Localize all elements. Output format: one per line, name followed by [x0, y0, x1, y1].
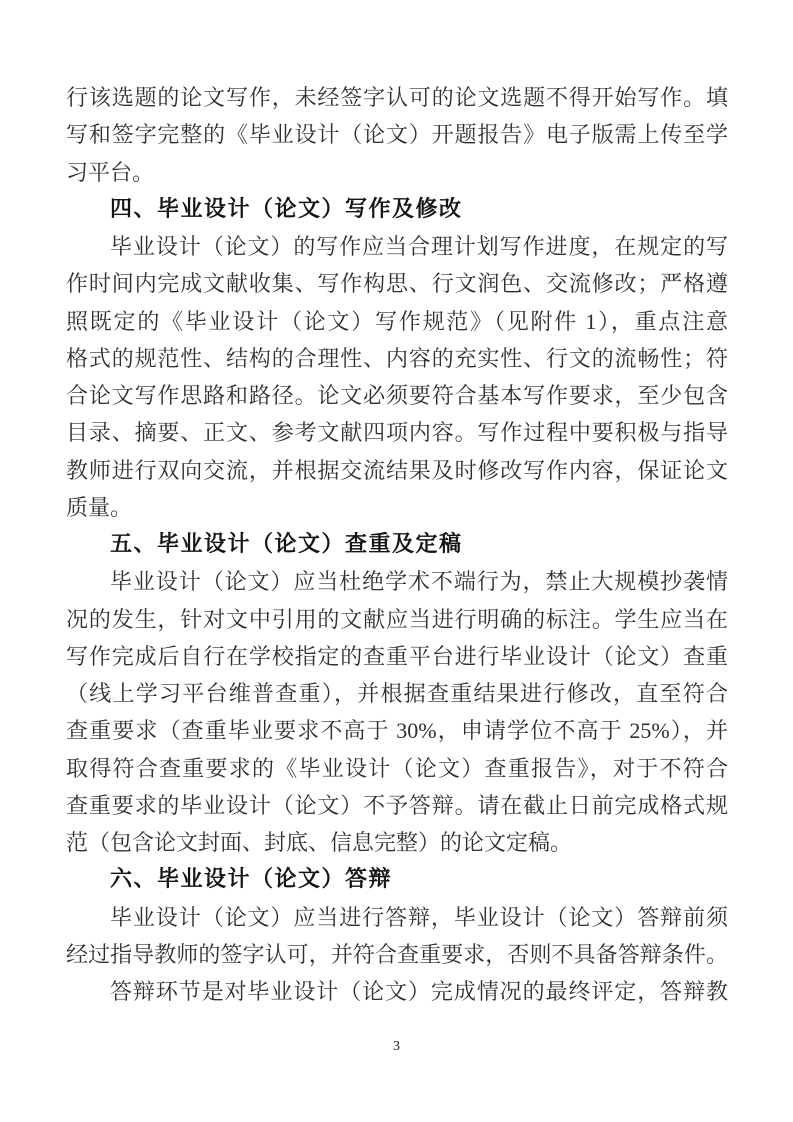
text-line: 范（包含论文封面、封底、信息完整）的论文定稿。 [66, 830, 573, 855]
text-line: 毕业设计（论文）应当进行答辩，毕业设计（论文）答辩前须 [110, 904, 728, 930]
text-line: 答辩环节是对毕业设计（论文）完成情况的最终评定，答辩教 [110, 979, 728, 1004]
text-line: 合论文写作思路和路径。论文必须要符合基本写作要求，至少包含 [66, 383, 728, 408]
text-line: 行该选题的论文写作，未经签字认可的论文选题不得开始写作。填 [66, 85, 728, 110]
text-line: 质量。 [66, 494, 133, 520]
section-heading-writing-revision: 四、毕业设计（论文）写作及修改 [110, 196, 463, 222]
text-line: 目录、摘要、正文、参考文献四项内容。写作过程中要积极与指导 [66, 420, 728, 446]
text-line: 毕业设计（论文）的写作应当合理计划写作进度，在规定的写 [110, 234, 728, 259]
text-line: 查重要求（查重毕业要求不高于 30%，申请学位不高于 25%），并 [66, 718, 728, 744]
page-number: 3 [393, 1039, 400, 1054]
text-line: 查重要求的毕业设计（论文）不予答辩。请在截止日前完成格式规 [66, 792, 728, 818]
text-line: 毕业设计（论文）应当杜绝学术不端行为，禁止大规模抄袭情 [110, 569, 728, 595]
text-line: 取得符合查重要求的《毕业设计（论文）查重报告》，对于不符合 [66, 755, 728, 781]
text-line: 况的发生，针对文中引用的文献应当进行明确的标注。学生应当在 [66, 606, 728, 632]
text-line: 照既定的《毕业设计（论文）写作规范》（见附件 1），重点注意 [66, 308, 728, 334]
document-body [66, 79, 728, 1010]
text-line: 写作完成后自行在学校指定的查重平台进行毕业设计（论文）查重 [66, 643, 728, 669]
text-line: 教师进行双向交流，并根据交流结果及时修改写作内容，保证论文 [66, 457, 728, 483]
text-line: 写和签字完整的《毕业设计（论文）开题报告》电子版需上传至学 [66, 122, 728, 148]
text-line: 经过指导教师的签字认可，并符合查重要求，否则不具备答辩条件。 [66, 941, 728, 967]
text-line: 格式的规范性、结构的合理性、内容的充实性、行文的流畅性；符 [66, 345, 728, 371]
section-heading-plagiarism-check: 五、毕业设计（论文）查重及定稿 [110, 532, 463, 557]
text-line: （线上学习平台维普查重），并根据查重结果进行修改，直至符合 [66, 681, 728, 706]
section-heading-defense: 六、毕业设计（论文）答辩 [110, 867, 393, 893]
text-line: 作时间内完成文献收集、写作构思、行文润色、交流修改；严格遵 [66, 271, 728, 297]
text-line: 习平台。 [66, 159, 155, 185]
